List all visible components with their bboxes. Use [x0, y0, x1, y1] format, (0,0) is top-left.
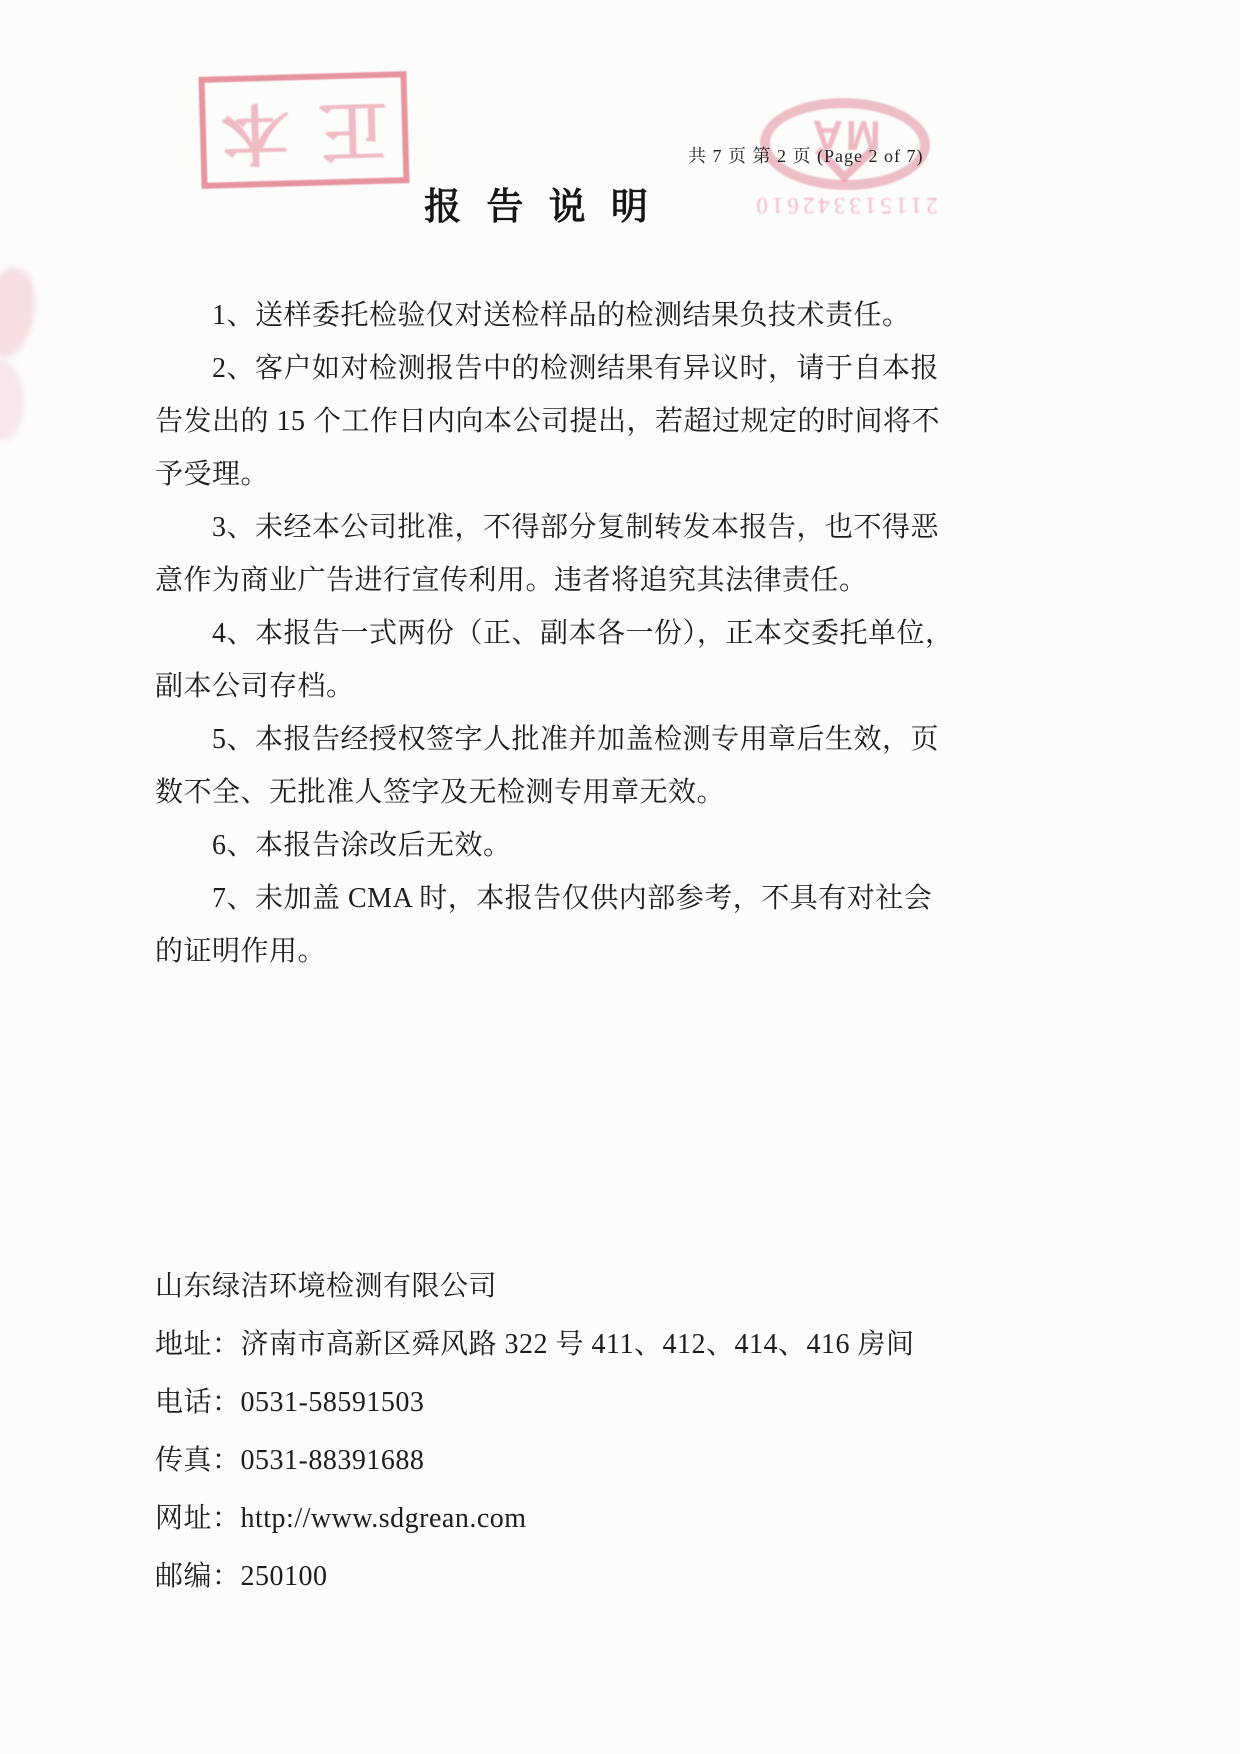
ink-smudge — [0, 264, 44, 363]
company-info-block — [155, 1258, 1015, 1606]
note-line: 6、本报告涂改后无效。 — [212, 830, 512, 861]
note-line: 予受理。 — [155, 459, 270, 490]
note-line: 的证明作用。 — [155, 936, 327, 967]
report-notes — [155, 289, 955, 978]
cma-stamp-number: 211513342610 — [752, 193, 938, 218]
company-address: 地址：济南市高新区舜风路 322 号 411、412、414、416 房间 — [155, 1329, 915, 1360]
page-number-info: 共 7 页 第 2 页 (Page 2 of 7) — [688, 146, 924, 166]
company-fax: 传真：0531-88391688 — [155, 1445, 425, 1476]
report-title: 报 告 说 明 — [424, 187, 656, 228]
ink-smudge — [0, 357, 29, 442]
note-line: 告发出的 15 个工作日内向本公司提出，若超过规定的时间将不 — [155, 406, 941, 437]
cma-mark-letters: MA — [809, 111, 882, 160]
note-line: 3、未经本公司批准，不得部分复制转发本报告，也不得恶 — [212, 512, 940, 543]
note-line: 1、送样委托检验仅对送检样品的检测结果负技术责任。 — [212, 300, 911, 331]
note-line: 意作为商业广告进行宣传利用。违者将追究其法律责任。 — [155, 565, 868, 596]
note-line: 副本公司存档。 — [155, 671, 355, 702]
company-name: 山东绿洁环境检测有限公司 — [155, 1271, 498, 1302]
note-line: 5、本报告经授权签字人批准并加盖检测专用章后生效，页 — [212, 724, 940, 755]
note-line: 2、客户如对检测报告中的检测结果有异议时，请于自本报 — [212, 353, 940, 384]
note-line: 数不全、无批准人签字及无检测专用章无效。 — [155, 777, 726, 808]
company-website: 网址：http://www.sdgrean.com — [155, 1503, 527, 1534]
note-line: 7、未加盖 CMA 时，本报告仅供内部参考，不具有对社会 — [212, 883, 933, 914]
company-phone: 电话：0531-58591503 — [155, 1387, 425, 1418]
original-copy-stamp — [198, 71, 409, 189]
note-line: 4、本报告一式两份（正、副本各一份），正本交委托单位， — [212, 618, 954, 649]
company-postcode: 邮编：250100 — [155, 1561, 328, 1592]
original-copy-stamp-char: 正 — [317, 91, 389, 167]
original-copy-stamp-char: 本 — [219, 94, 291, 170]
